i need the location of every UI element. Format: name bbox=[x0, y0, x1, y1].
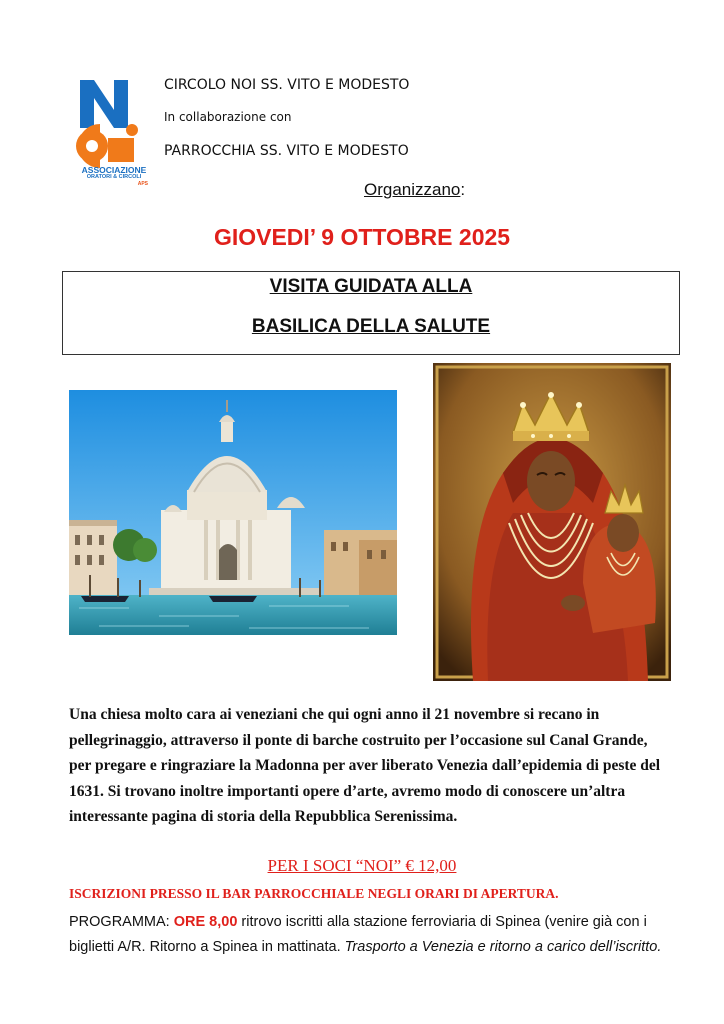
organizzano-word: Organizzano bbox=[364, 180, 461, 199]
organizer-circolo: CIRCOLO NOI SS. VITO E MODESTO bbox=[164, 77, 410, 93]
organizzano-colon: : bbox=[460, 180, 466, 199]
program-text: ritrovo iscritti alla stazione ferroviaria di Spinea (venire già con i biglietti A/R. Ritorno a Spinea in mattinata. bbox=[69, 914, 647, 955]
event-title-box bbox=[62, 271, 680, 355]
registration-info: ISCRIZIONI PRESSO IL BAR PARROCCHIALE NEGLI ORARI DI APERTURA. bbox=[69, 886, 559, 901]
member-price: PER I SOCI “NOI” € 12,00 bbox=[267, 856, 457, 875]
logo-caption bbox=[74, 166, 154, 187]
program-transport-note: Trasporto a Venezia e ritorno a carico dell’iscritto. bbox=[344, 939, 662, 955]
organizzano-heading bbox=[364, 180, 465, 200]
program-time: ORE 8,00 bbox=[173, 914, 238, 930]
logo-caption-line3: APS bbox=[137, 181, 148, 187]
organizer-parrocchia: PARROCCHIA SS. VITO E MODESTO bbox=[164, 143, 409, 159]
basilica-photo bbox=[69, 390, 397, 635]
program-section bbox=[69, 910, 679, 960]
event-title-line1: VISITA GUIDATA ALLA bbox=[269, 276, 473, 297]
logo-caption-line1: ASSOCIAZIONE bbox=[81, 165, 147, 175]
collaboration-text: In collaborazione con bbox=[164, 110, 292, 124]
program-label: PROGRAMMA: bbox=[69, 914, 174, 930]
event-title-line2: BASILICA DELLA SALUTE bbox=[251, 316, 491, 337]
event-description: Una chiesa molto cara ai veneziani che qui ogni anno il 21 novembre si recano in pellegrinaggio, attraverso il ponte di barche costruito per l’occasione sul Canal Grande, per pregare e ringraziare la Madonna per aver liberato Venezia dall’epidemia di peste del 1631. Si trovano inoltre importanti opere d’arte, avremo modo di conoscere un’altra interessante pagina di storia della Repubblica Serenissima. bbox=[69, 706, 661, 825]
madonna-icon-photo bbox=[433, 363, 671, 681]
event-date: GIOVEDI’ 9 OTTOBRE 2025 bbox=[213, 224, 511, 250]
logo-caption-line2: ORATORI & CIRCOLI bbox=[86, 174, 142, 180]
